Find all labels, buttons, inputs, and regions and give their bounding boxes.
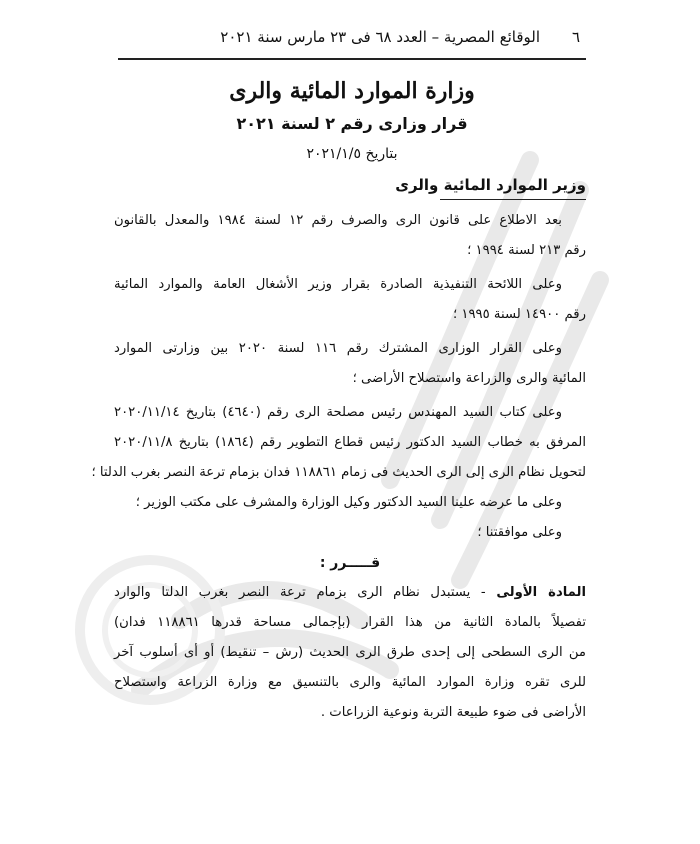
article-label: المادة الأولى	[496, 585, 586, 600]
minister-underline	[440, 199, 586, 200]
article-line: من الرى السطحى إلى إحدى طرق الرى الحديث (رش – تنقيط) أو أى أسلوب آخر	[114, 645, 586, 660]
article-line: تفصيلاً بالمادة الثانية من هذا القرار (بإجمالى مساحة قدرها ١١٨٨٦١ فدان)	[114, 615, 586, 630]
ministry-title: وزارة الموارد المائية والرى	[229, 78, 475, 104]
page-number: ٦	[571, 28, 580, 46]
decree-body	[91, 206, 586, 728]
publication-title: الوقائع المصرية – العدد ٦٨ فى ٢٣ مارس سنة ٢٠٢١	[220, 28, 540, 46]
body-line: وعلى كتاب السيد المهندس رئيس مصلحة الرى رقم (٤٦٤٠) بتاريخ ٢٠٢٠/١١/١٤	[114, 405, 562, 420]
header-rule	[118, 58, 586, 60]
article-line: الأراضى فى ضوء طبيعة التربة ونوعية الزراعات .	[320, 705, 586, 720]
body-line: لتحويل نظام الرى إلى الرى الحديث فى زمام ١١٨٨٦١ فدان بزمام ترعة النصر بغرب الدلتا ؛	[91, 465, 586, 480]
minister-heading: وزير الموارد المائية والرى	[395, 176, 586, 194]
body-line: المائية والرى والزراعة واستصلاح الأراضى ؛	[352, 371, 586, 386]
article-line	[114, 578, 586, 608]
decree-title: قرار وزارى رقم ٢ لسنة ٢٠٢١	[236, 114, 468, 133]
body-line: رقم ١٤٩٠٠ لسنة ١٩٩٥ ؛	[452, 307, 586, 322]
decided-heading: قـــــرر :	[319, 555, 381, 571]
body-line: وعلى اللائحة التنفيذية الصادرة بقرار وزير الأشغال العامة والموارد المائية	[114, 277, 562, 292]
page-header	[120, 28, 580, 54]
body-line: وعلى موافقتنا ؛	[477, 525, 562, 540]
body-line: بعد الاطلاع على قانون الرى والصرف رقم ١٢ لسنة ١٩٨٤ والمعدل بالقانون	[114, 213, 562, 228]
article-line: للرى تقره وزارة الموارد المائية والرى بالتنسيق مع وزارة الزراعة واستصلاح	[114, 675, 586, 690]
article-text: - يستبدل نظام الرى بزمام ترعة النصر بغرب الدلتا والوارد	[114, 585, 486, 600]
body-line: رقم ٢١٣ لسنة ١٩٩٤ ؛	[467, 243, 586, 258]
body-line: وعلى القرار الوزارى المشترك رقم ١١٦ لسنة ٢٠٢٠ بين وزارتى الموارد	[114, 341, 562, 356]
body-line: المرفق به خطاب السيد الدكتور رئيس قطاع التطوير رقم (١٨٦٤) بتاريخ ٢٠٢٠/١١/٨	[114, 435, 586, 450]
decree-date: بتاريخ ٢٠٢١/١/٥	[306, 146, 398, 162]
body-line: وعلى ما عرضه علينا السيد الدكتور وكيل الوزارة والمشرف على مكتب الوزير ؛	[135, 495, 562, 510]
